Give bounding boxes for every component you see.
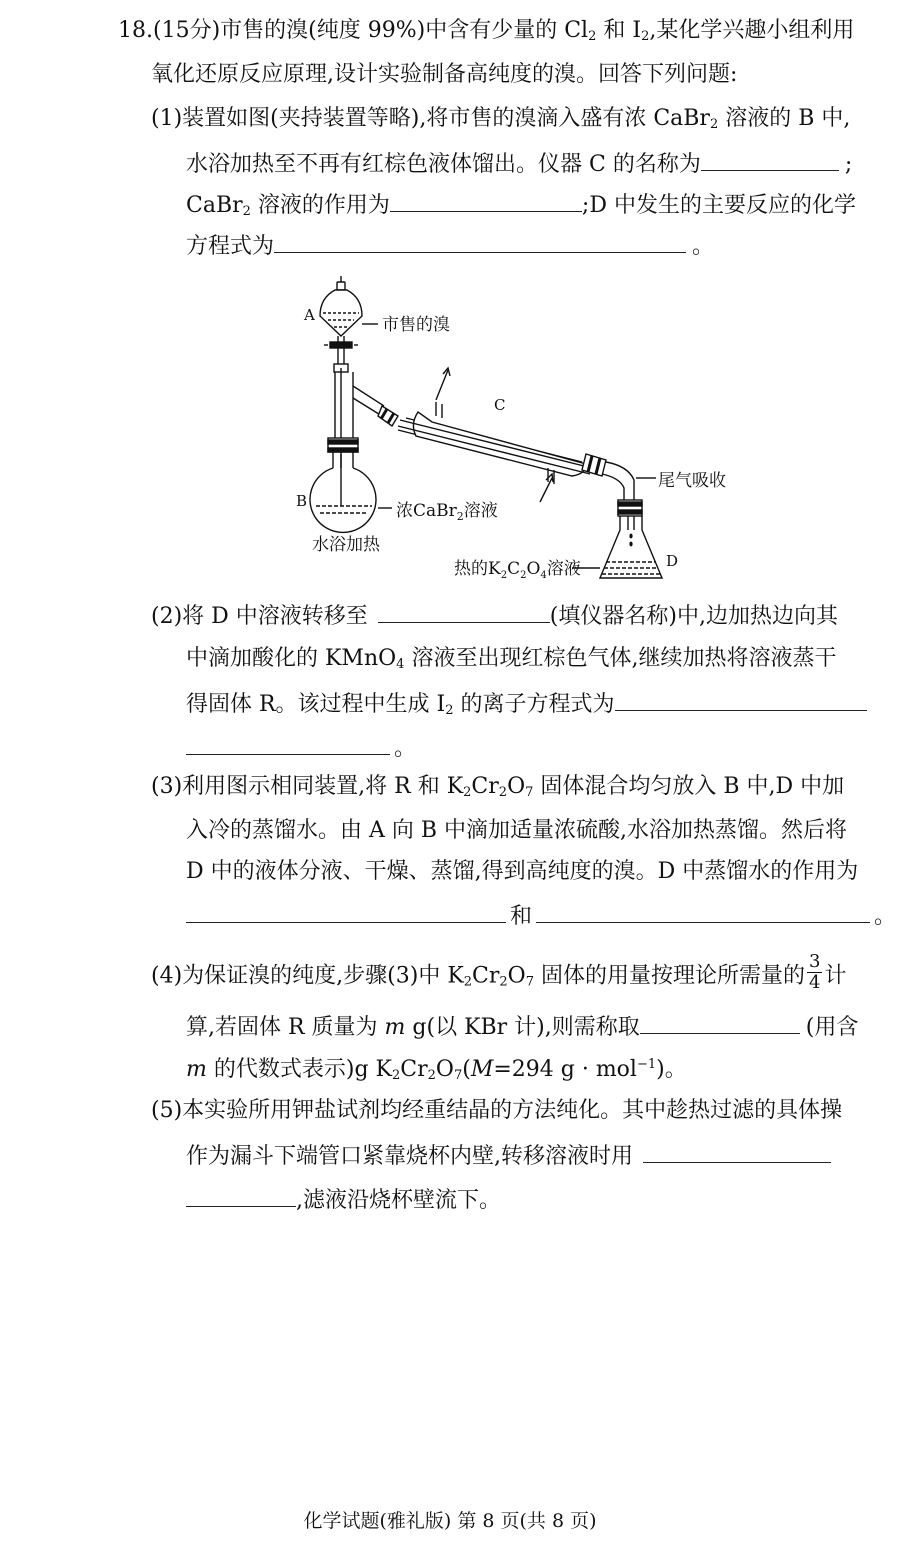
part2-text: 得固体 R。该过程中生成 I	[186, 692, 446, 717]
part3-line-3	[186, 857, 858, 887]
part2-text: 中滴加酸化的 KMnO	[186, 646, 397, 671]
question-score: (15分)	[153, 18, 221, 43]
adapter-joint	[582, 454, 656, 500]
stem-text: ,某化学兴趣小组利用	[649, 18, 855, 43]
part3-line-4	[186, 900, 896, 932]
part2-text: 的离子方程式为	[453, 692, 615, 717]
part1-line-4	[186, 230, 714, 262]
answer-blank-equation-d[interactable]	[274, 230, 686, 253]
subscript: 2	[499, 974, 508, 990]
answer-blank-ionic-equation-part1[interactable]	[615, 688, 867, 711]
part2-line-1	[151, 600, 838, 632]
part5-line-1	[151, 1096, 842, 1126]
part1-text: 溶液的 B 中,	[718, 106, 851, 131]
part1-line-1	[151, 104, 850, 134]
part4-text: 算,若固体 R 质量为	[186, 1015, 385, 1040]
part1-text: 方程式为	[186, 234, 275, 259]
subscript: 7	[525, 974, 534, 990]
label-cabr2-solution: 浓CaBr$_2$溶液	[396, 501, 498, 523]
answer-blank-mass-expression[interactable]	[640, 1011, 800, 1034]
part4-text: (用含	[805, 1015, 859, 1040]
subscript: 2	[391, 1068, 401, 1083]
part5-line-3	[186, 1184, 501, 1216]
subscript: 7	[525, 785, 534, 800]
subscript: 2	[242, 204, 251, 219]
part1-line-2	[186, 148, 852, 180]
part3-text: (3)利用图示相同装置,将 R 和 K	[151, 774, 464, 799]
part3-text: D 中的液体分液、干燥、蒸馏,得到高纯度的溴。D 中蒸馏水的作用为	[186, 859, 859, 884]
part3-text: 固体混合均匀放入 B 中,D 中加	[533, 774, 845, 799]
label-k2c2o4-solution: 热的$K_2C_2O_4$溶液	[454, 559, 581, 581]
part4-text: 的代数式表示)g K	[206, 1057, 392, 1082]
answer-blank-transfer-tool-part1[interactable]	[643, 1140, 831, 1163]
part2-line-2	[186, 644, 836, 674]
part5-text: ,滤液沿烧杯壁流下。	[296, 1188, 501, 1213]
answer-blank-transfer-tool-part2[interactable]	[186, 1184, 296, 1207]
fraction-denominator: 4	[809, 972, 821, 993]
label-c: C	[494, 396, 506, 414]
question-stem-line-2	[151, 60, 737, 90]
part5-text: (5)本实验所用钾盐试剂均经重结晶的方法纯化。其中趁热过滤的具体操	[151, 1098, 843, 1123]
part4-text: =294 g · mol	[493, 1057, 637, 1082]
part1-text: 水浴加热至不再有红棕色液体馏出。仪器 C 的名称为	[186, 152, 701, 177]
subscript: 2	[498, 785, 508, 800]
part1-line-3	[186, 189, 856, 221]
part2-text: 溶液至出现红棕色气体,继续加热将溶液蒸干	[404, 646, 837, 671]
part3-text: 和	[510, 904, 533, 929]
part1-text: ;	[844, 152, 853, 177]
separatory-funnel-a	[320, 276, 378, 364]
part4-text: )。	[656, 1057, 687, 1082]
answer-blank-water-role-2[interactable]	[536, 900, 870, 923]
answer-blank-ionic-equation-part2[interactable]	[186, 732, 390, 755]
condenser-joint	[378, 406, 398, 426]
part1-text: CaBr	[186, 193, 243, 218]
subscript: 2	[588, 29, 597, 44]
fraction-three-quarters	[807, 952, 822, 993]
part5-text: 作为漏斗下端管口紧靠烧杯内壁,转移溶液时用	[186, 1144, 633, 1169]
question-stem-line-1	[118, 16, 854, 46]
part3-text: 。	[874, 904, 897, 929]
subscript: 2	[463, 974, 473, 990]
part2-text: (2)将 D 中溶液转移至	[151, 604, 368, 629]
answer-blank-instrument-c[interactable]	[701, 148, 839, 171]
subscript: 2	[641, 29, 650, 44]
part4-text: (4)为保证溴的纯度,步骤(3)中 K	[151, 963, 464, 989]
stem-text: 市售的溴(纯度 99%)中含有少量的 Cl	[220, 18, 589, 43]
distillation-apparatus-figure	[290, 268, 730, 590]
answer-blank-instrument-name[interactable]	[378, 600, 550, 623]
subscript: 7	[453, 1068, 463, 1083]
part1-text: 溶液的作用为	[250, 193, 390, 218]
page-footer: 化学试题(雅礼版) 第 8 页(共 8 页)	[303, 1510, 597, 1532]
part5-line-2	[186, 1140, 831, 1172]
variable-molar-mass: M	[470, 1057, 494, 1082]
stem-text: 氧化还原反应原理,设计实验制备高纯度的溴。回答下列问题:	[151, 62, 738, 87]
part1-text: 。	[692, 234, 715, 259]
variable-m: m	[186, 1057, 207, 1082]
part3-text: Cr	[471, 774, 499, 799]
stem-text: 和 I	[596, 18, 642, 43]
label-commercial-bromine: 市售的溴	[382, 315, 450, 335]
subscript: 2	[445, 703, 454, 718]
part4-text: O	[507, 963, 526, 989]
part2-line-4	[186, 732, 416, 764]
part2-text: 。	[394, 736, 417, 761]
subscript: 2	[427, 1068, 436, 1083]
part2-text: (填仪器名称)中,边加热边向其	[549, 604, 838, 629]
question-number: 18.	[118, 18, 153, 43]
variable-m: m	[384, 1015, 406, 1040]
part2-line-3	[186, 688, 867, 720]
subscript: 2	[709, 117, 719, 132]
part3-text: O	[507, 774, 526, 799]
part4-line-3	[186, 1055, 687, 1085]
part4-text: 计	[824, 963, 847, 989]
label-d: D	[666, 552, 679, 570]
part4-text: O	[435, 1057, 454, 1082]
part4-text: (	[462, 1057, 471, 1082]
erlenmeyer-flask-d	[572, 516, 662, 578]
part4-line-1	[151, 951, 847, 997]
part3-line-2	[186, 816, 847, 846]
label-tail-gas: 尾气吸收	[658, 471, 726, 491]
part4-text: Cr	[400, 1057, 428, 1082]
part1-text: (1)装置如图(夹持装置等略),将市售的溴滴入盛有浓 CaBr	[151, 106, 710, 131]
label-a: A	[304, 306, 315, 324]
subscript: 2	[463, 785, 472, 800]
part1-text: ;D 中发生的主要反应的化学	[581, 193, 856, 218]
label-b: B	[296, 492, 308, 510]
superscript: −1	[636, 1057, 657, 1072]
condenser-c	[398, 402, 592, 484]
fraction-numerator: 3	[809, 951, 821, 972]
part4-line-2	[186, 1011, 858, 1043]
label-water-bath: 水浴加热	[312, 535, 380, 555]
answer-blank-water-role-1[interactable]	[186, 900, 506, 923]
round-bottom-flask-b	[310, 452, 392, 532]
part4-text: 固体的用量按理论所需量的	[534, 963, 805, 989]
part4-text: Cr	[472, 963, 500, 989]
answer-blank-cabr2-role[interactable]	[390, 189, 582, 212]
drops	[629, 534, 632, 547]
part3-text: 入冷的蒸馏水。由 A 向 B 中滴加适量浓硫酸,水浴加热蒸馏。然后将	[186, 818, 848, 843]
subscript: 4	[396, 657, 405, 672]
part4-text: g(以 KBr 计),则需称取	[405, 1015, 640, 1040]
part3-line-1	[151, 772, 844, 802]
